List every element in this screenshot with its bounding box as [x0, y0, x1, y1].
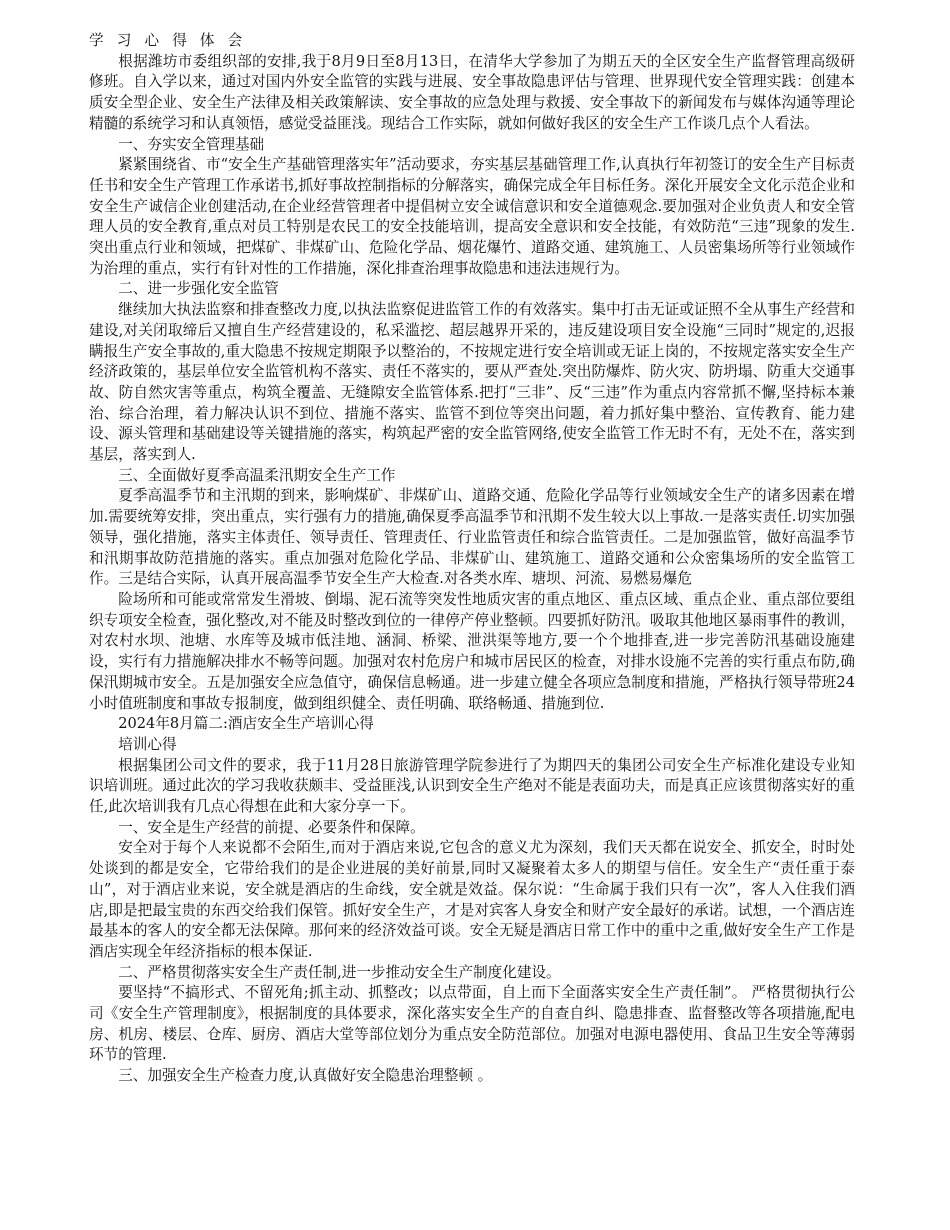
section-heading-3: 三、全面做好夏季高温柔汛期安全生产工作 [118, 466, 396, 484]
part-two-heading-1: 一、安全是生产经营的前提、必要条件和保障。 [118, 818, 425, 836]
paragraph-section-2: 继续加大执法监察和排查整改力度,以执法监察促进监管工作的有效落实。集中打击无证或证照不全从事生产经营和建设,对关闭取缔后又擅自生产经营建设的，私采滥挖、超层越界开采的，违反建设项目安全设施“三同时”规定的,迟报瞒报生产安全事故的,重大隐患不按规定期限予以整治的，不按规定进行安全培训或无证上岗的，不按规定落实安全生产经济政策的，基层单位安全监管机构不落实、责任不落实的，要从严查处.突出防爆炸、防火灾、防坍塌、防重大交通事故、防自然灾害等重点，构筑全覆盖、无缝隙安全监管体系.把打“三非”、反“三违”作为重点内容常抓不懈,坚持标本兼治、综合治理，着力解决认识不到位、措施不落实、监管不到位等突出问题，着力抓好集中整治、宣传教育、能力建设、源头管理和基础建设等关键措施的落实，构筑起严密的安全监管网络,使安全监管工作无时不有，无处不在，落实到基层，落实到人. [89, 301, 855, 464]
part-two-heading-2: 二、严格贯彻落实安全生产责任制,进一步推动安全生产制度化建设。 [118, 963, 561, 981]
paragraph-section-1: 紧紧围绕省、市“安全生产基础管理落实年”活动要求，夯实基层基础管理工作,认真执行年初签订的安全生产目标责任书和安全生产管理工作承诺书,抓好事故控制指标的分解落实，确保完成全年目标任务。深化开展安全文化示范企业和安全生产诚信企业创建活动,在企业经营管理者中提倡树立安全诚信意识和安全道德观念.要加强对企业负责人和安全管理人员的安全教育,重点对员工特别是农民工的安全技能培训，提高安全意识和安全技能，有效防范“三违”现象的发生.突出重点行业和领域，把煤矿、非煤矿山、危险化学品、烟花爆竹、道路交通、建筑施工、人员密集场所等行业领域作为治理的重点，实行有针对性的工作措施，深化排查治理事故隐患和违法违规行为。 [89, 156, 855, 277]
part-two-subtitle: 培训心得 [118, 735, 177, 753]
document-title: 学习心得体会 [89, 32, 256, 49]
part-two-title: 2024年8月篇二:酒店安全生产培训心得 [118, 715, 374, 733]
paragraph-section-3b: 险场所和可能或常常发生滑坡、倒塌、泥石流等突发性地质灾害的重点地区、重点区域、重点企业、重点部位要组织专项安全检查，强化整改,对不能及时整改到位的一律停产停业整顿。四要抓好防汛。吸取其他地区暴雨事件的教训，对农村水坝、池塘、水库等及城市低洼地、涵洞、桥梁、泄洪渠等地方,要一个个地排查,进一步完善防汛基础设施建设，实行有力措施解决排水不畅等问题。加强对农村危房户和城市居民区的检查，对排水设施不完善的实行重点布防,确保汛期城市安全。五是加强安全应急值守，确保信息畅通。进一步建立健全各项应急制度和措施，严格执行领导带班24小时值班制度和事故专报制度，做到组织健全、责任明确、联络畅通、措施到位. [89, 590, 855, 712]
paragraph-section-3a: 夏季高温季节和主汛期的到来，影响煤矿、非煤矿山、道路交通、危险化学品等行业领域安全生产的诸多因素在增加.需要统筹安排，突出重点，实行强有力的措施,确保夏季高温季节和汛期不发生较大以上事故.一是落实责任.切实加强领导，强化措施，落实主体责任、领导责任、管理责任、行业监管责任和综合监管责任。二是加强监管，做好高温季节和汛期事故防范措施的落实。重点加强对危险化学品、非煤矿山、建筑施工、道路交通和公众密集场所的安全监管工作。三是结合实际，认真开展高温季节安全生产大检查.对各类水库、塘坝、河流、易燃易爆危 [89, 487, 855, 588]
part-two-heading-3: 三、加强安全生产检查力度,认真做好安全隐患治理整顿 。 [118, 1067, 493, 1085]
paragraph-intro: 根据潍坊市委组织部的安排,我于8月9日至8月13日，在清华大学参加了为期五天的全区安全生产监督管理高级研修班。自入学以来，通过对国内外安全监管的实践与进展、安全事故隐患评估与管理、世界现代安全管理实践：创建本质安全型企业、安全生产法律及相关政策解读、安全事故的应急处理与救援、安全事故下的新闻发布与媒体沟通等理论精髓的系统学习和认真领悟，感觉受益匪浅。现结合工作实际，就如何做好我区的安全生产工作谈几点个人看法。 [89, 52, 855, 132]
section-heading-1: 一、夯实安全管理基础 [118, 135, 265, 153]
paragraph-part-two-intro: 根据集团公司文件的要求，我于11月28日旅游管理学院参进行了为期四天的集团公司安全生产标准化建设专业知识培训班。通过此次的学习我收获颇丰、受益匪浅,认识到安全生产绝对不能是表面功夫，而是真正应该贯彻落实好的重任,此次培训我有几点心得想在此和大家分享一下。 [89, 756, 855, 816]
document-body [89, 31, 855, 1087]
paragraph-part-two-2: 要坚持“不搞形式、不留死角;抓主动、抓整改；以点带面，自上而下全面落实安全生产责任制”。 严格贯彻执行公司《安全生产管理制度》，根据制度的具体要求，深化落实安全生产的自查自纠、隐患排查、监督整改等各项措施,配电房、机房、楼层、仓库、厨房、酒店大堂等部位划分为重点安全防范部位。加强对电源电器使用、食品卫生安全等薄弱环节的管理. [89, 984, 855, 1064]
section-heading-2: 二、进一步强化安全监管 [118, 280, 279, 298]
paragraph-part-two-1: 安全对于每个人来说都不会陌生,而对于酒店来说,它包含的意义尤为深刻，我们天天都在说安全、抓安全，时时处处谈到的都是安全，它带给我们的是企业进展的美好前景,同时又凝聚着太多人的期望与信任。安全生产“责任重于泰山”，对于酒店业来说，安全就是酒店的生命线，安全就是效益。保尔说：“生命属于我们只有一次”，客人入住我们酒店,即是把最宝贵的东西交给我们保管。抓好安全生产，才是对宾客人身安全和财产安全最好的承诺。试想，一个酒店连最基本的客人的安全都无法保障。那何来的经济效益可谈。安全无疑是酒店日常工作中的重中之重,做好安全生产工作是酒店实现全年经济指标的根本保证. [89, 839, 855, 960]
